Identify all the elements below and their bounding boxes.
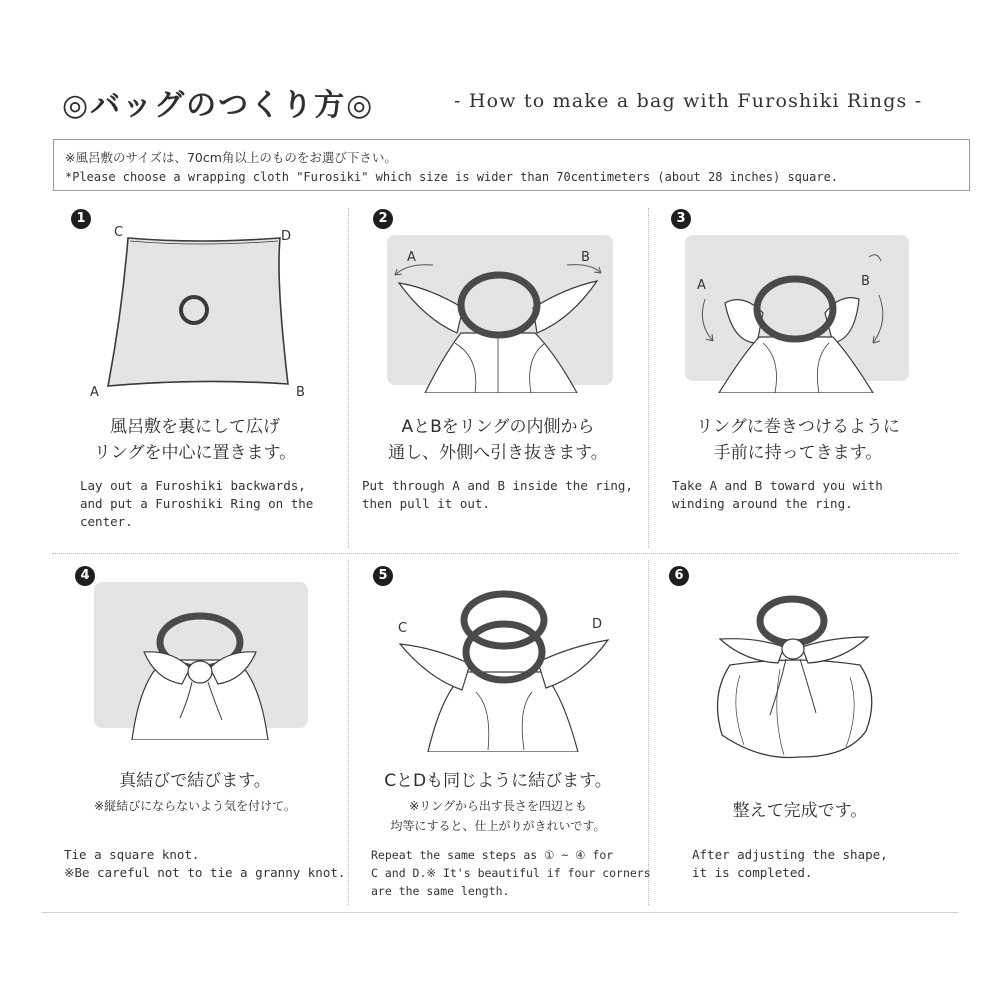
- caption-note: ※リングから出す長さを四辺とも: [409, 799, 587, 813]
- step-5-illustration: [392, 582, 624, 752]
- step-number-badge: 3: [671, 209, 691, 229]
- caption-line: then pull it out.: [362, 496, 490, 511]
- step-4-note-jp: [60, 797, 330, 815]
- caption-line: リングを中心に置きます。: [93, 443, 297, 463]
- caption-line: it is completed.: [692, 865, 813, 880]
- notice-en: *Please choose a wrapping cloth "Furosiki" which size is wider than 70centimeters (about 28 inches) square.: [65, 170, 839, 184]
- step-5-caption-en: [371, 846, 651, 900]
- corner-label-a: A: [407, 250, 416, 265]
- step-4-caption-jp: [60, 768, 330, 794]
- step-3-caption-jp: [658, 414, 938, 466]
- caption-line: winding around the ring.: [672, 496, 853, 511]
- step-number-badge: 2: [373, 209, 393, 229]
- caption-line: 通し、外側へ引き抜きます。: [388, 443, 608, 463]
- corner-label-b: B: [861, 274, 870, 289]
- step-number-badge: 1: [71, 209, 91, 229]
- caption-line: 手前に持ってきます。: [713, 443, 883, 463]
- step-5-note-jp: [356, 796, 640, 836]
- step-4-illustration: [92, 580, 312, 740]
- step-2-caption-en: [362, 477, 633, 513]
- step-6-caption-en: [692, 846, 888, 882]
- caption-line: Tie a square knot.: [64, 847, 200, 862]
- caption-line: ※Be careful not to tie a granny knot.: [64, 865, 346, 880]
- step-1-caption-jp: [60, 414, 330, 466]
- divider-vertical: [348, 208, 349, 548]
- page-title: ◎バッグのつくり方◎: [62, 88, 375, 123]
- corner-label-b: B: [581, 250, 590, 265]
- step-6-illustration: [700, 585, 890, 765]
- caption-line: CとDも同じように結びます。: [384, 771, 612, 791]
- corner-label-d: D: [592, 617, 603, 632]
- step-2-caption-jp: [358, 414, 638, 466]
- step-number-badge: 6: [669, 566, 689, 586]
- corner-label-c: C: [398, 621, 408, 636]
- step-5-caption-jp: [356, 768, 640, 794]
- caption-line: AとBをリングの内側から: [401, 417, 595, 437]
- step-1-caption-en: [80, 477, 313, 531]
- corner-label-a: A: [90, 385, 99, 400]
- caption-line: C and D.※ It's beautiful if four corners: [371, 866, 651, 880]
- step-number-badge: 5: [373, 566, 393, 586]
- caption-line: After adjusting the shape,: [692, 847, 888, 862]
- divider-horizontal: [52, 553, 958, 554]
- step-6-caption-jp: [660, 798, 940, 824]
- step-4-caption-en: [64, 846, 345, 882]
- corner-label-a: A: [697, 278, 706, 293]
- step-1-illustration: [88, 222, 318, 402]
- bottom-rule: [42, 912, 958, 913]
- divider-vertical: [648, 208, 649, 548]
- corner-label-c: C: [114, 225, 124, 240]
- caption-line: and put a Furoshiki Ring on the: [80, 496, 314, 511]
- divider-vertical: [348, 560, 349, 905]
- caption-line: 風呂敷を裏にして広げ: [110, 417, 280, 437]
- caption-line: 真結びで結びます。: [119, 771, 271, 791]
- page-subtitle: - How to make a bag with Furoshiki Rings -: [454, 90, 923, 112]
- caption-line: Repeat the same steps as ① ~ ④ for: [371, 848, 614, 862]
- step-2-illustration: [385, 233, 617, 393]
- corner-label-d: D: [281, 229, 292, 244]
- caption-line: リングに巻きつけるように: [696, 417, 900, 437]
- caption-line: Take A and B toward you with: [672, 478, 883, 493]
- caption-line: 整えて完成です。: [732, 801, 868, 821]
- caption-line: Lay out a Furoshiki backwards,: [80, 478, 306, 493]
- step-3-illustration: [683, 233, 913, 393]
- notice-box: [53, 139, 970, 191]
- caption-line: Put through A and B inside the ring,: [362, 478, 633, 493]
- step-3-caption-en: [672, 477, 883, 513]
- notice-jp: ※風呂敷のサイズは、70cm角以上のものをお選び下さい。: [65, 150, 397, 165]
- caption-line: center.: [80, 514, 133, 529]
- caption-note: ※縦結びにならないよう気を付けて。: [94, 799, 296, 813]
- caption-line: are the same length.: [371, 884, 510, 898]
- caption-note: 均等にすると、仕上がりがきれいです。: [390, 819, 606, 833]
- step-number-badge: 4: [75, 566, 95, 586]
- corner-label-b: B: [296, 385, 305, 400]
